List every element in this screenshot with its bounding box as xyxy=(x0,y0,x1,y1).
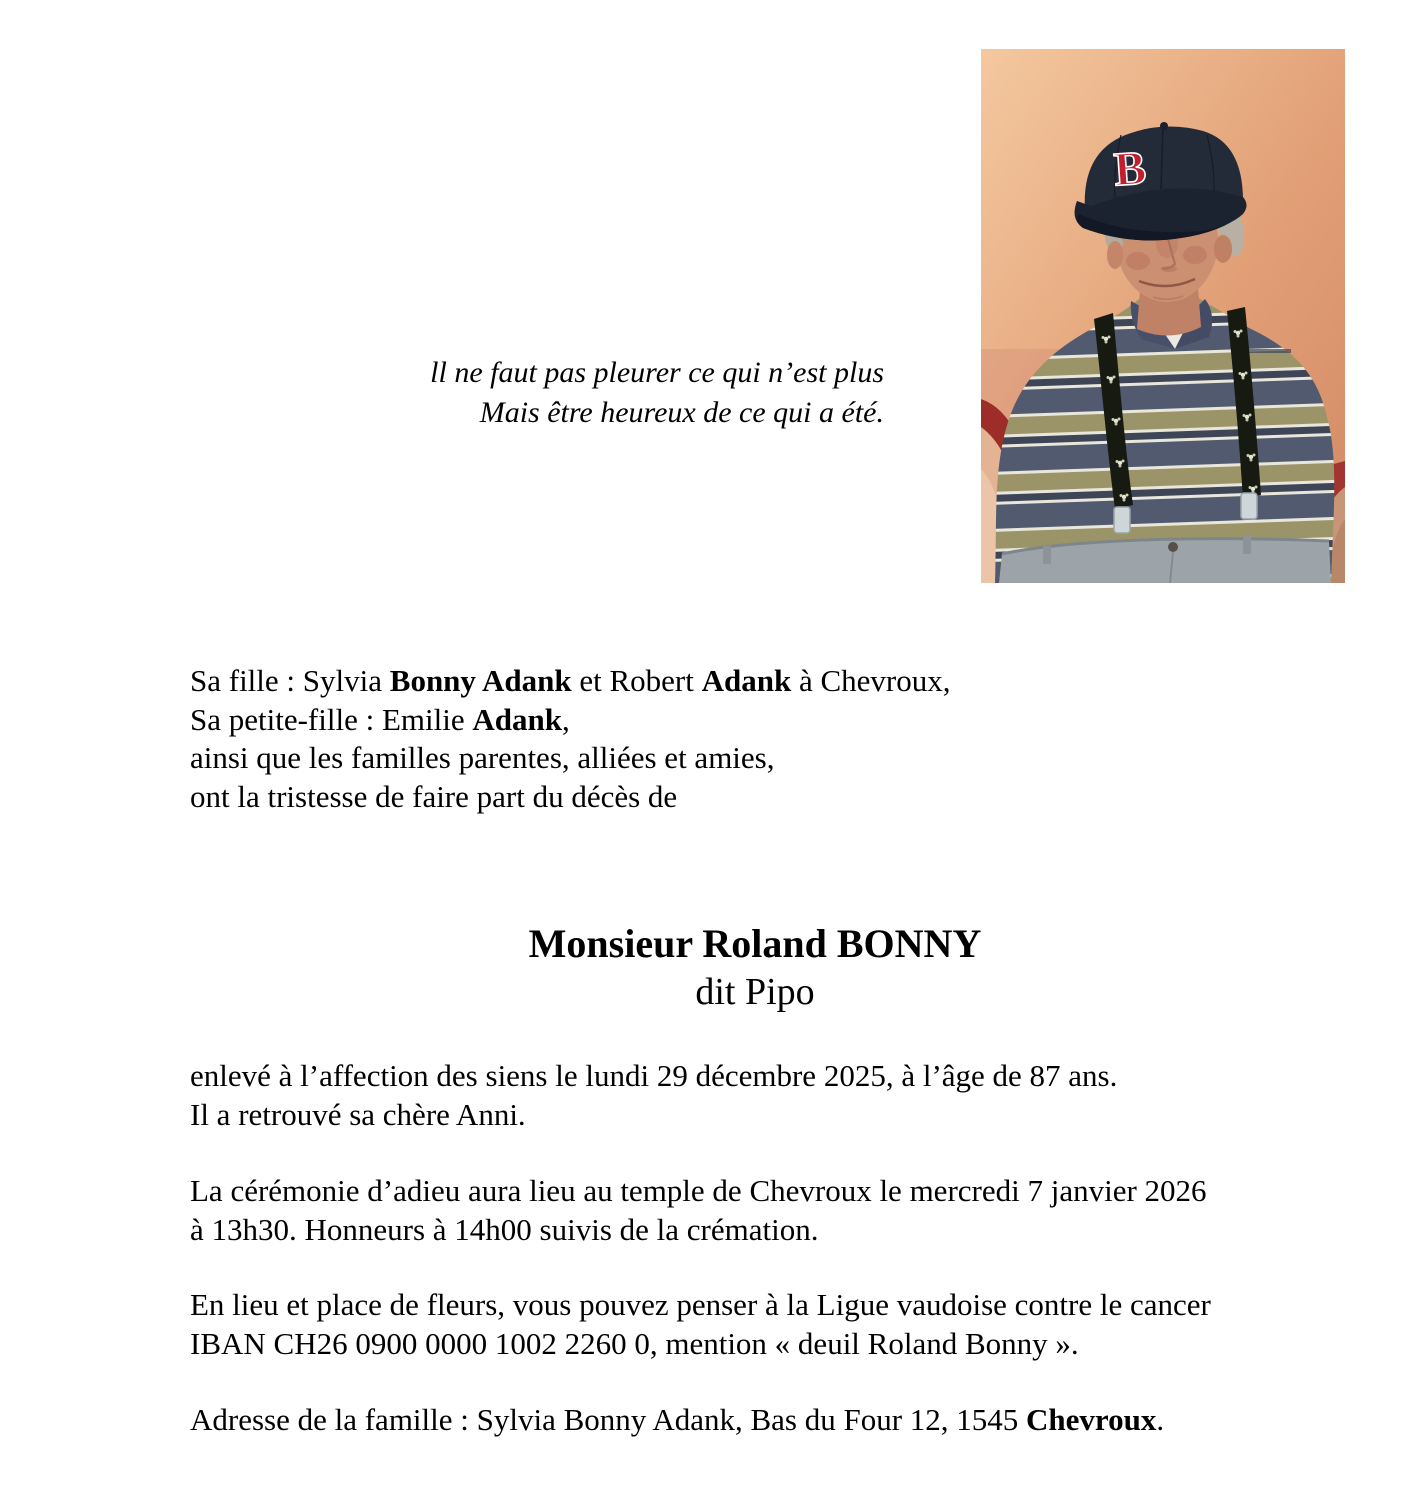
death-details xyxy=(190,1057,1117,1134)
donation-line-2: IBAN CH26 0900 0000 1002 2260 0, mention « deuil Roland Bonny ». xyxy=(190,1325,1079,1361)
ceremony-details xyxy=(190,1172,1207,1249)
death-line-1: enlevé à l’affection des siens le lundi 29 décembre 2025, à l’âge de 87 ans. xyxy=(190,1058,1118,1093)
deceased-name-block xyxy=(190,920,1320,1016)
cap-logo-b: B xyxy=(1112,141,1148,197)
death-line-2: Il a retrouvé sa chère Anni. xyxy=(190,1096,526,1132)
quote-line-2: Mais être heureux de ce qui a été. xyxy=(479,396,884,429)
donation-line-1: En lieu et place de fleurs, vous pouvez penser à la Ligue vaudoise contre le cancer xyxy=(190,1287,1211,1322)
deceased-nickname: dit Pipo xyxy=(695,971,815,1013)
family-line-4: ont la tristesse de faire part du décès de xyxy=(190,778,678,814)
family-address xyxy=(190,1401,1164,1440)
quote-line-1: ll ne faut pas pleurer ce qui n’est plus xyxy=(430,356,884,389)
deceased-name: Monsieur Roland BONNY xyxy=(528,921,982,966)
family-line-1: Sa fille : Sylvia Bonny Adank et Robert Adank à Chevroux, xyxy=(190,663,951,698)
ceremony-line-1: La cérémonie d’adieu aura lieu au temple de Chevroux le mercredi 7 janvier 2026 xyxy=(190,1173,1207,1208)
address-line-1: Adresse de la famille : Sylvia Bonny Adank, Bas du Four 12, 1545 Chevroux. xyxy=(190,1402,1165,1437)
family-line-3: ainsi que les familles parentes, alliées et amies, xyxy=(190,740,775,775)
family-line-2: Sa petite-fille : Emilie Adank, xyxy=(190,701,570,737)
ceremony-line-2: à 13h30. Honneurs à 14h00 suivis de la crémation. xyxy=(190,1211,819,1247)
donation-details xyxy=(190,1286,1211,1363)
family-announcement xyxy=(190,662,950,816)
memorial-quote xyxy=(360,353,884,433)
portrait-photo xyxy=(981,49,1345,583)
